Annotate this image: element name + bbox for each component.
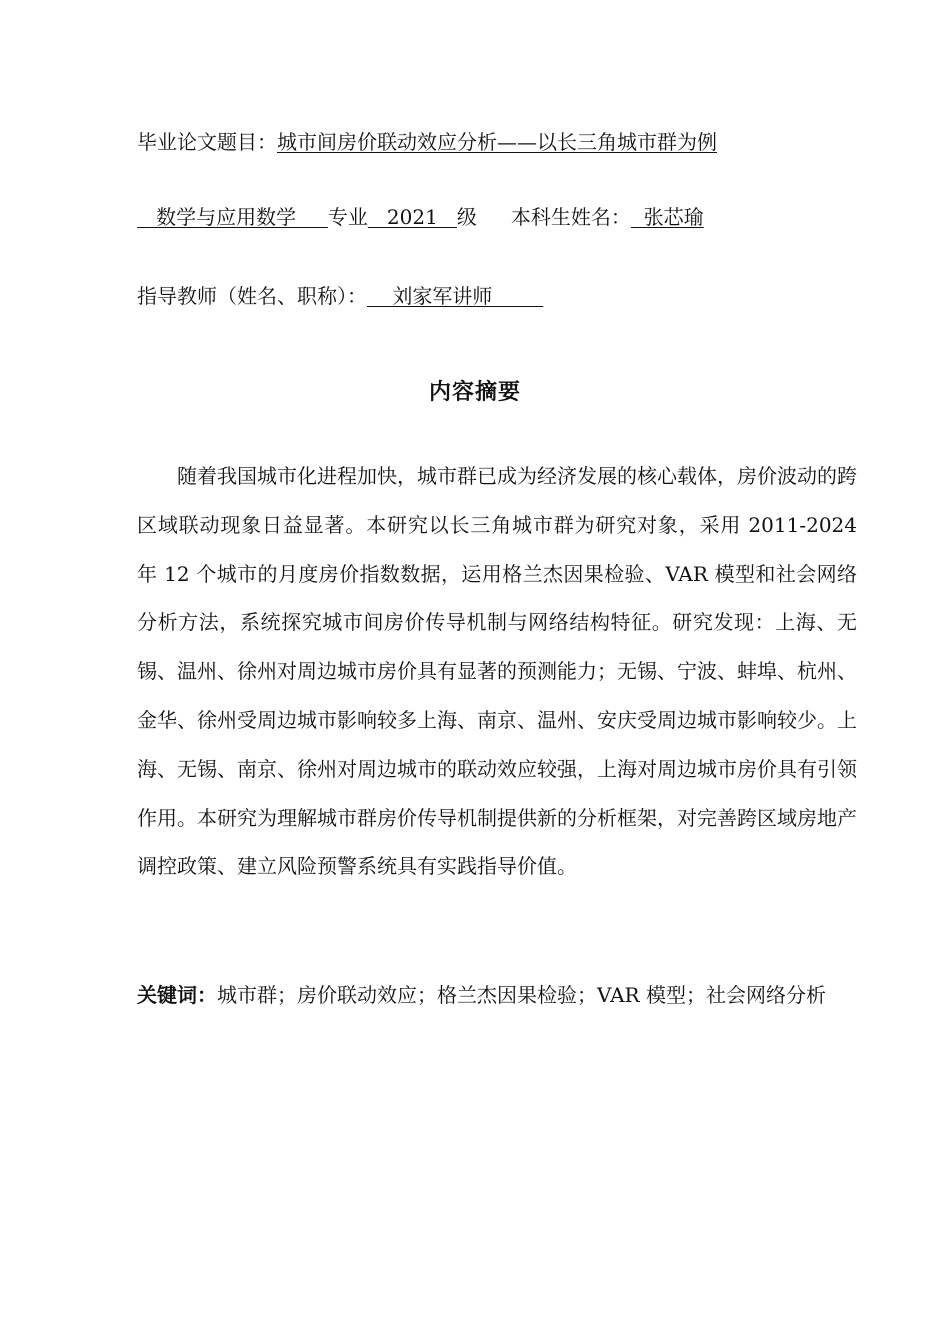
advisor-value: 刘家军讲师 (367, 284, 544, 308)
student-info-line (137, 203, 704, 231)
keywords-text: 城市群；房价联动效应；格兰杰因果检验；VAR 模型；社会网络分析 (217, 983, 826, 1007)
grade-value: 2021 (367, 205, 457, 229)
abstract-title: 内容摘要 (428, 380, 521, 405)
major-value: 数学与应用数学 (137, 205, 328, 229)
keywords-label: 关键词： (137, 983, 217, 1007)
abstract-body: 随着我国城市化进程加快，城市群已成为经济发展的核心载体，房价波动的跨区域联动现象日益显著。本研究以长三角城市群为研究对象，采用 2011-2024 年 12 个城市的月度房价指数数据，运用格兰杰因果检验、VAR 模型和社会网络分析方法，系统探究城市间房价传导机制与网络结构特征。研究发现：上海、无锡、温州、徐州对周边城市房价具有显著的预测能力；无锡、宁波、蚌埠、杭州、金华、徐州受周边城市影响较多上海、南京、温州、安庆受周边城市影响较少。上海、无锡、南京、徐州对周边城市的联动效应较强，上海对周边城市房价具有引领作用。本研究为理解城市群房价传导机制提供新的分析框架，对完善跨区域房地产调控政策、建立风险预警系统具有实践指导价值。 (137, 464, 857, 879)
student-name-label: 本科生姓名： (510, 205, 631, 229)
advisor-label: 指导教师（姓名、职称）： (137, 284, 367, 308)
major-label: 专业 (327, 205, 368, 229)
grade-label: 级 (456, 205, 477, 229)
student-name: 张芯瑜 (630, 205, 704, 229)
advisor-line (137, 282, 543, 310)
thesis-title-label: 毕业论文题目： (137, 130, 277, 154)
keywords-paragraph (137, 971, 857, 1019)
thesis-title-line (137, 128, 717, 156)
thesis-title: 城市间房价联动效应分析——以长三角城市群为例 (277, 130, 717, 154)
